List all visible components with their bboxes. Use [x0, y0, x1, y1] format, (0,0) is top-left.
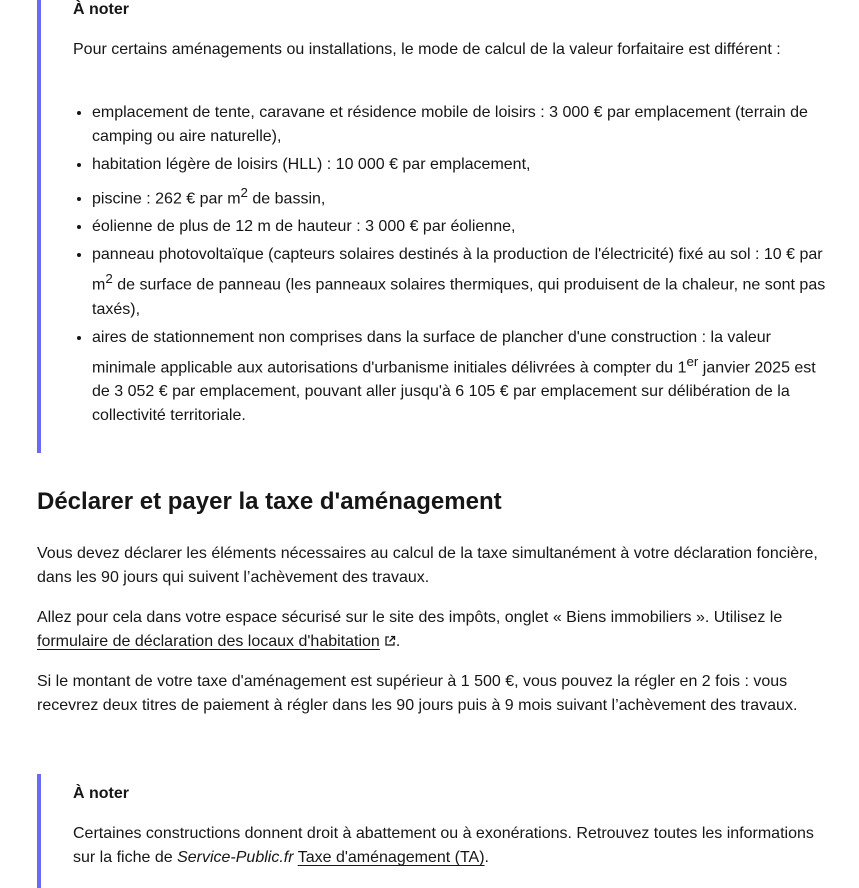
callout-title: À noter — [73, 785, 129, 802]
list-item: • piscine : 262 € par $m^2$ de bassin, — [92, 181, 837, 211]
notes-list — [73, 101, 837, 432]
list-item: • emplacement de tente, caravane et résidence mobile de loisirs : 3 000 € par emplacement (terrain de camping ou aire naturelle), — [92, 101, 837, 149]
list-item: • habitation légère de loisirs (HLL) : 10 000 € par emplacement, — [92, 153, 837, 177]
external-link-icon — [384, 635, 396, 647]
list-item: • panneau photovoltaïque (capteurs solaires destinés à la production de l'électricité) fixé au sol : 10 € par $m^2$ de surface de panneau (les panneaux solaires thermiques, qui produisent de la chaleur, ne sont pas taxés), — [92, 243, 837, 321]
callout-intro: Pour certains aménagements ou installations, le mode de calcul de la valeur forfaitaire est différent : — [73, 41, 781, 58]
formulaire-declaration-link[interactable]: formulaire de déclaration des locaux d'habitation — [37, 633, 396, 650]
list-item: • aires de stationnement non comprises dans la surface de plancher d'une construction : la valeur minimale applicable aux autorisations d'urbanisme initiales délivrées à compter du 1er janvier 2025 est de 3 052 € par emplacement, pouvant aller jusqu'à 6 105 € par emplacement sur délibération de la collectivité territoriale. — [92, 326, 837, 428]
callout-text: Certaines constructions donnent droit à abattement ou à exonérations. Retrouvez toutes les informations sur la fiche de Service-Public.fr Taxe d'aménagement (TA). — [73, 825, 814, 866]
taxe-amenagement-link[interactable]: Taxe d'aménagement (TA) — [297, 849, 485, 866]
section-heading: Déclarer et payer la taxe d'aménagement — [37, 488, 502, 515]
paragraph-paiement: Si le montant de votre taxe d'aménagement est supérieur à 1 500 €, vous pouvez la régler en 2 fois : vous recevrez deux titres de paiement à régler dans les 90 jours puis à 9 mois suivant l’achèvement des travaux. — [37, 673, 798, 714]
callout-a-noter-bottom — [37, 774, 837, 888]
callout-title: À noter — [73, 1, 129, 18]
paragraph-espace-securise: Allez pour cela dans votre espace sécurisé sur le site des impôts, onglet « Biens immobiliers ». Utilisez le formulaire de déclaration des locaux d'habitation . — [37, 609, 783, 650]
callout-a-noter-top — [37, 0, 837, 453]
list-item: • éolienne de plus de 12 m de hauteur : 3 000 € par éolienne, — [92, 215, 837, 239]
paragraph-declaration: Vous devez déclarer les éléments nécessaires au calcul de la taxe simultanément à votre déclaration foncière, dans les 90 jours qui suivent l’achèvement des travaux. — [37, 545, 818, 586]
